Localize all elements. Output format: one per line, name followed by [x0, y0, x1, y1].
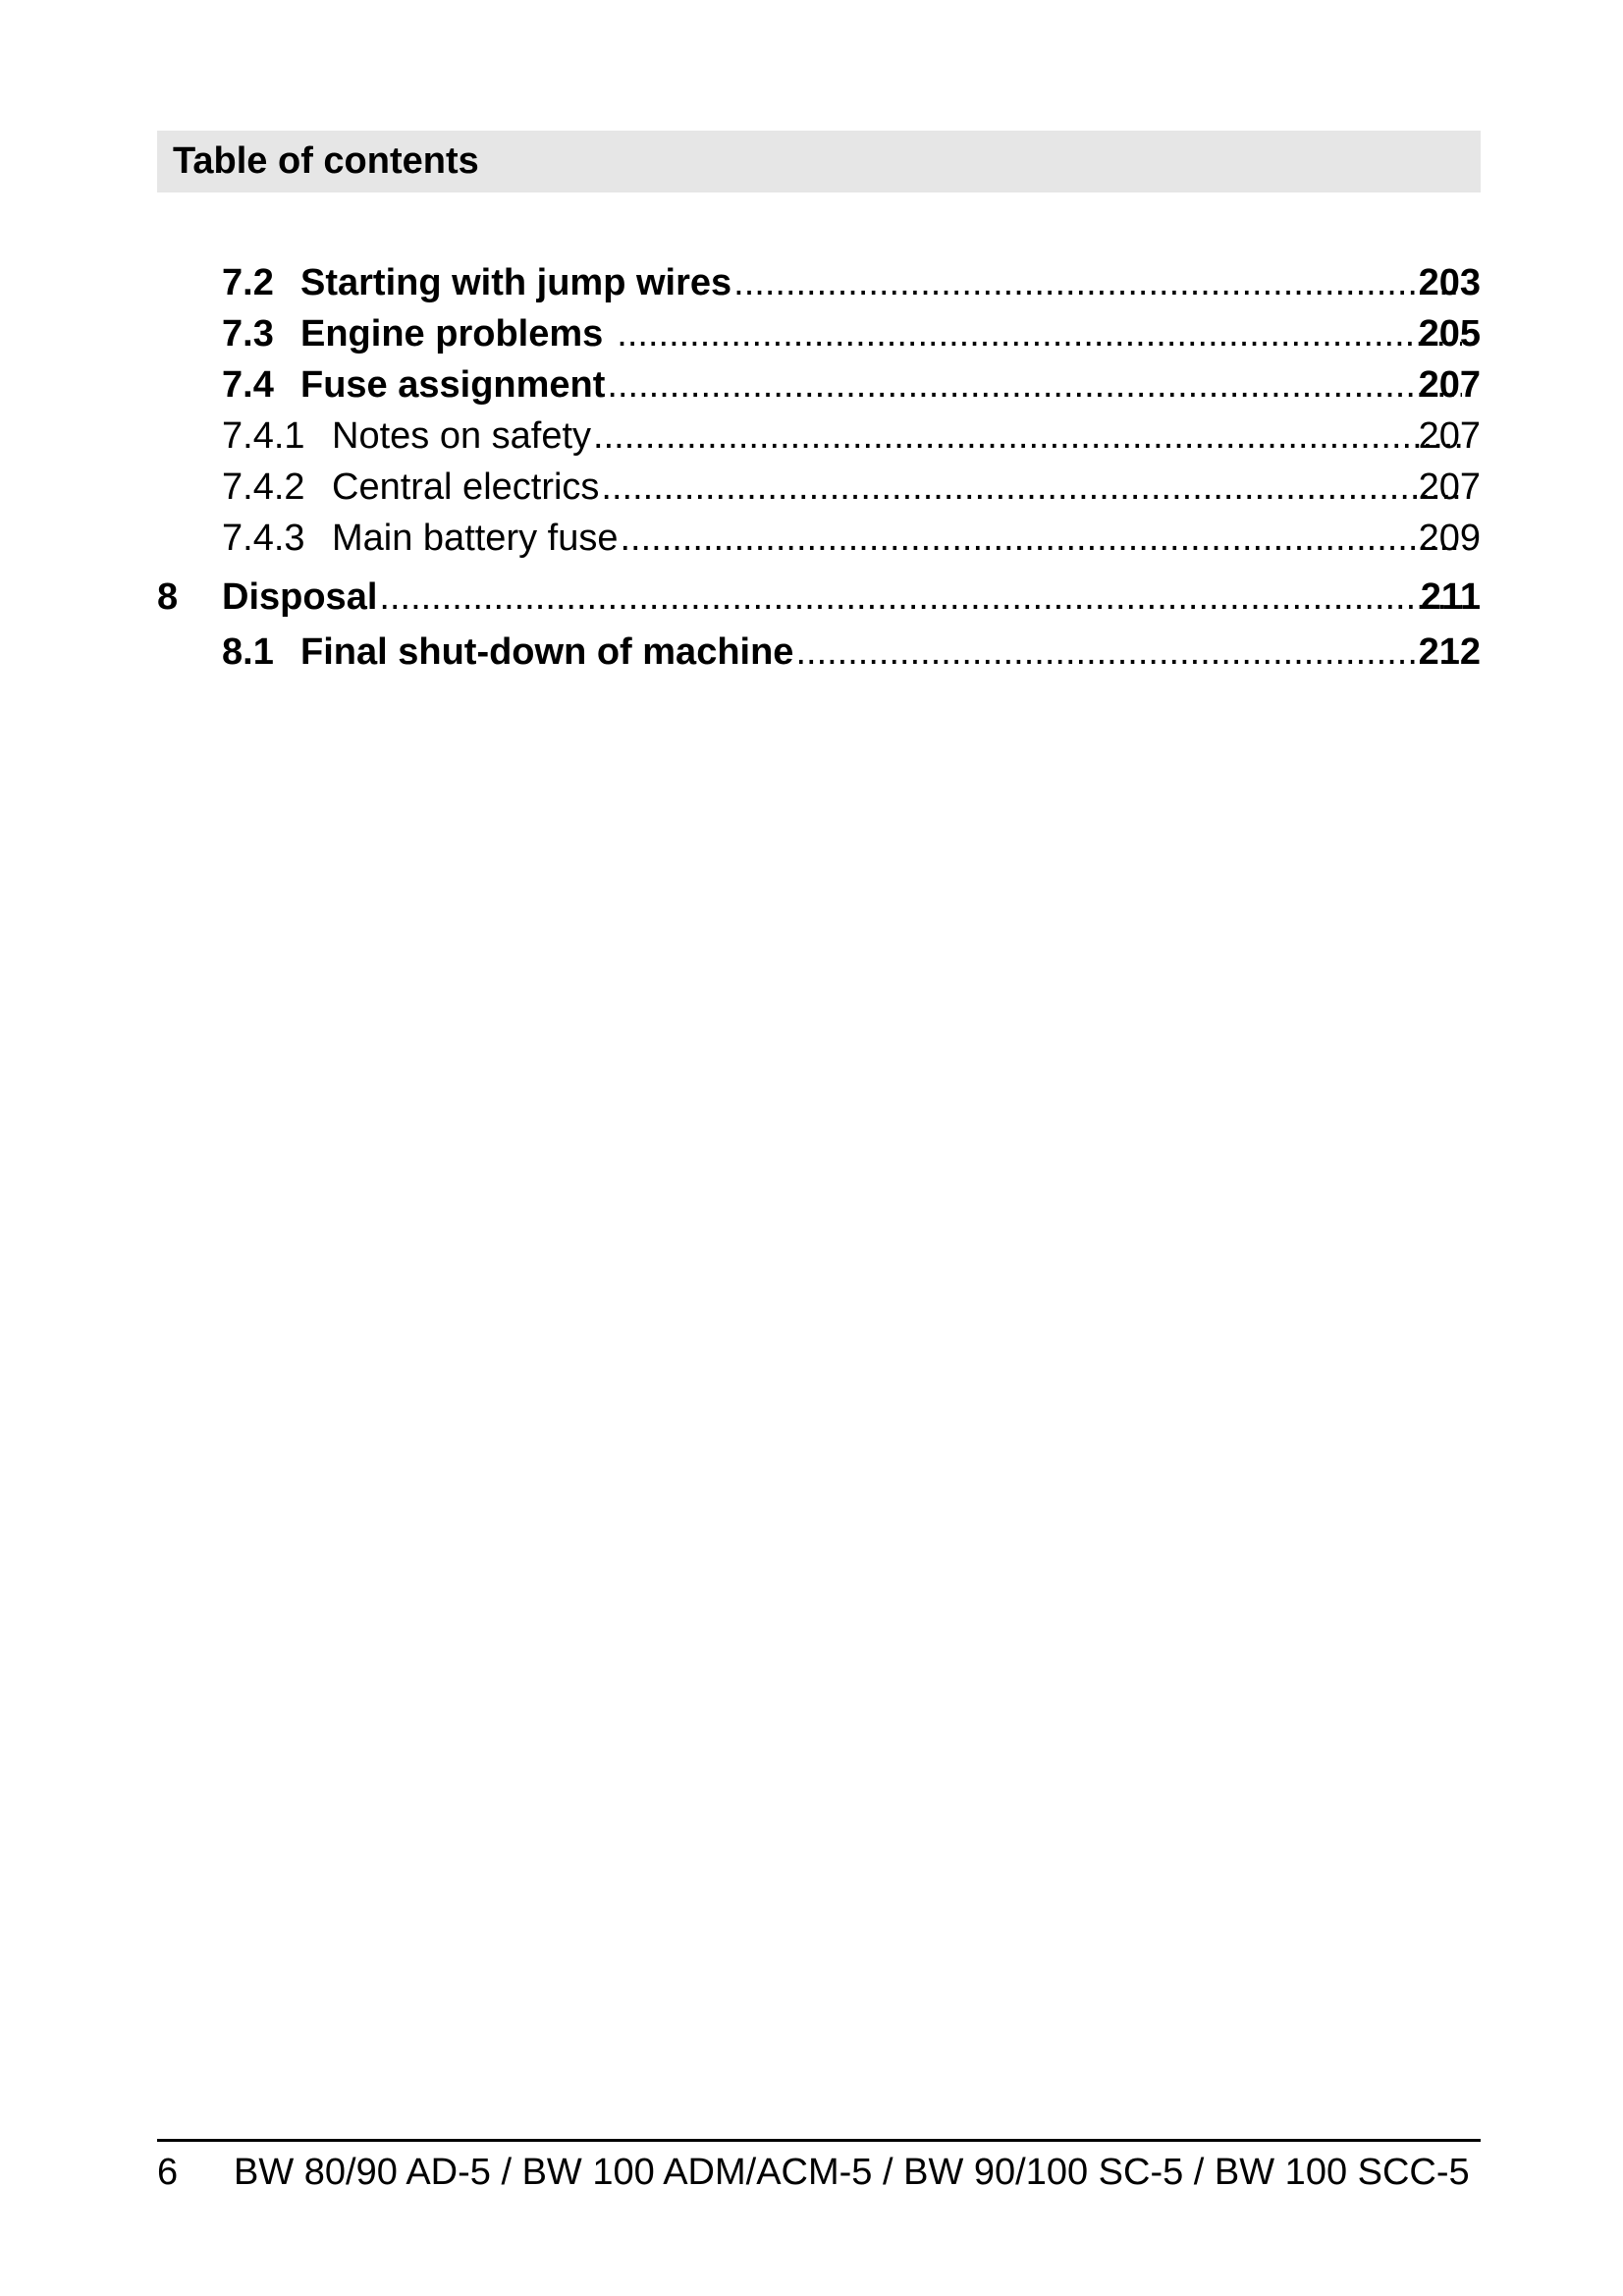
footer-divider — [157, 2139, 1481, 2142]
dot-leader — [795, 627, 1462, 678]
toc-entry-page: 203 — [1418, 262, 1481, 303]
footer-model-list: BW 80/90 AD-5 / BW 100 ADM/ACM-5 / BW 90/100 SC-5 / BW 100 SCC-5 — [234, 2152, 1470, 2193]
toc-entry-title-wrap — [300, 308, 1476, 359]
dot-leader — [733, 257, 1462, 308]
toc-entry-page: 207 — [1418, 466, 1481, 508]
toc-entry-title-wrap — [332, 410, 1476, 462]
dot-leader — [379, 572, 1462, 623]
dot-leader — [593, 410, 1462, 462]
toc-entry-page: 207 — [1418, 364, 1481, 406]
toc-entry-number: 7.4.3 — [222, 518, 305, 559]
toc-entry[interactable] — [0, 572, 1623, 623]
toc-entry-number: 8 — [157, 576, 179, 618]
toc-entry-number: 7.4 — [222, 364, 274, 406]
toc-entry[interactable] — [0, 513, 1623, 564]
toc-entry-number: 7.4.2 — [222, 466, 305, 508]
toc-entry-number: 7.3 — [222, 313, 274, 355]
toc-entry-number: 7.4.1 — [222, 415, 305, 457]
toc-entry-page: 205 — [1418, 313, 1481, 355]
dot-leader — [620, 513, 1462, 564]
toc-entry-title-wrap — [332, 462, 1476, 513]
toc-entry-title-wrap — [300, 257, 1476, 308]
toc-entry-page: 212 — [1418, 631, 1481, 673]
dot-leader — [617, 308, 1462, 359]
toc-entry-title: Engine problems — [300, 313, 604, 355]
toc-entry-page: 211 — [1420, 576, 1481, 618]
toc-entry-title: Notes on safety — [332, 415, 592, 457]
toc-entry-title-wrap — [332, 513, 1476, 564]
toc-entry[interactable] — [0, 462, 1623, 513]
toc-entry-title: Disposal — [222, 576, 378, 618]
toc-entry-title: Final shut-down of machine — [300, 631, 794, 673]
toc-entry-title-wrap — [300, 359, 1476, 410]
toc-entry-title: Central electrics — [332, 466, 600, 508]
footer-page-number: 6 — [157, 2152, 179, 2193]
toc-entry[interactable] — [0, 627, 1623, 678]
toc-entry-number: 7.2 — [222, 262, 274, 303]
toc-entry-title-wrap — [222, 572, 1476, 623]
dot-leader — [601, 462, 1462, 513]
toc-entry[interactable] — [0, 257, 1623, 308]
toc-entry-title-wrap — [300, 627, 1476, 678]
toc-entry-page: 207 — [1418, 415, 1481, 457]
section-title: Table of contents — [173, 140, 479, 182]
toc-entry[interactable] — [0, 308, 1623, 359]
toc-entry[interactable] — [0, 410, 1623, 462]
toc-entry-title: Fuse assignment — [300, 364, 606, 406]
toc-entry-title: Starting with jump wires — [300, 262, 732, 303]
toc-entry[interactable] — [0, 359, 1623, 410]
dot-leader — [607, 359, 1462, 410]
toc-entry-page: 209 — [1418, 518, 1481, 559]
toc-entry-number: 8.1 — [222, 631, 274, 673]
toc-entry-title: Main battery fuse — [332, 518, 619, 559]
table-of-contents — [0, 0, 1623, 687]
